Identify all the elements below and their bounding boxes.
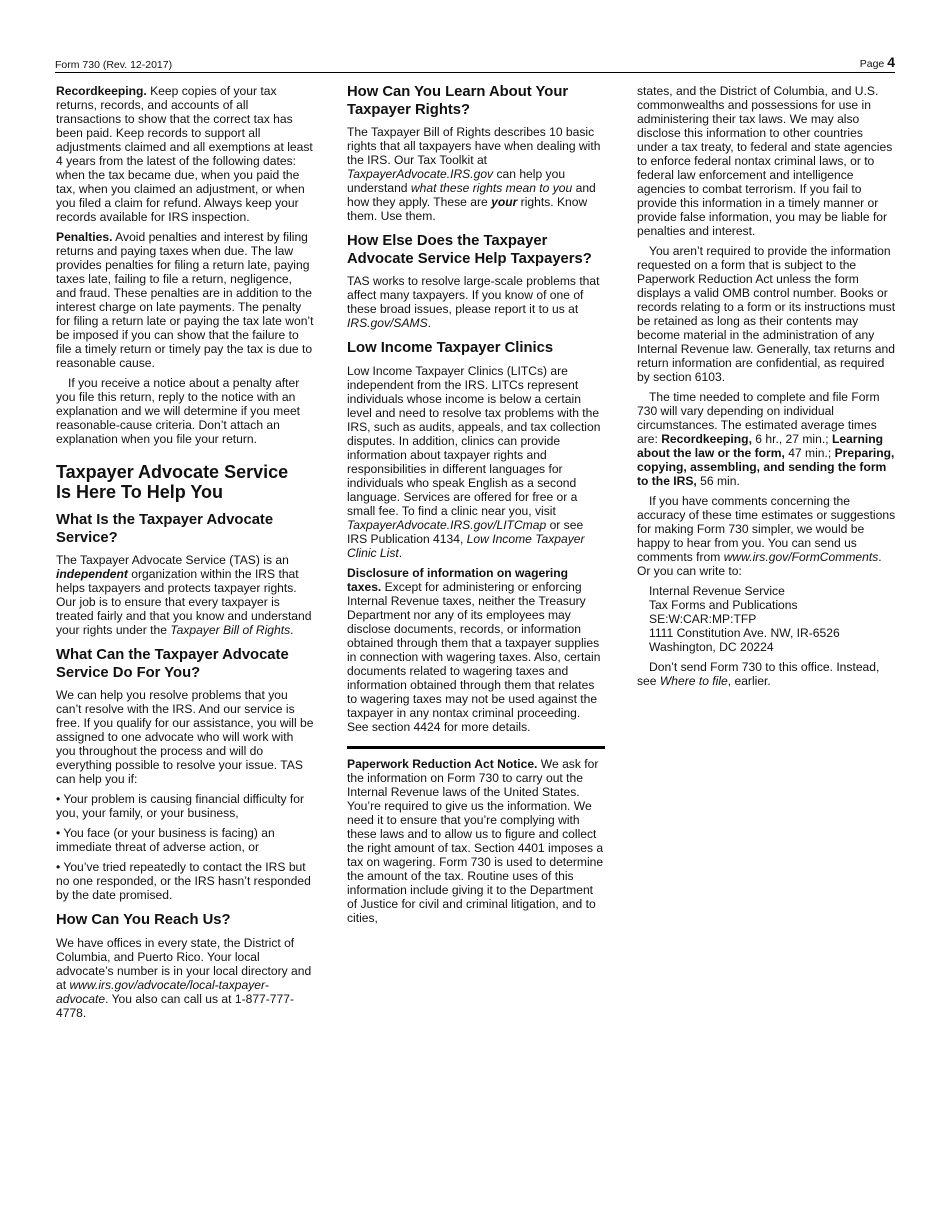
tas-section-title: Taxpayer Advocate Service Is Here To Help You (56, 462, 289, 502)
column-middle (347, 84, 605, 931)
page-number (860, 55, 895, 71)
paperwork-notice-paragraph: Paperwork Reduction Act Notice. We ask for the information on Form 730 to carry out the Internal Revenue laws of the United States. You’re required to give us the information. We need it to ensure that you’re complying with these laws and to allow us to figure and collect the right amount of tax. Section 4401 imposes a tax on wagering. Form 730 is used to determine the amount of the tax. Routine uses of this information include giving it to the Department of Justice for civil and criminal litigation, and to cities, (347, 756, 604, 925)
section-divider (347, 746, 605, 749)
page-header (55, 54, 895, 73)
reach-us-paragraph: We have offices in every state, the District of Columbia, and Puerto Rico. Your local advocate’s number is in your local directory and at www.irs.gov/advocate/local-taxpayer-advocate. You also can call us at 1-877-777-4778. (56, 935, 312, 1020)
list-item: • Your problem is causing financial difficulty for you, your family, or your business, (56, 792, 305, 820)
time-estimate-paragraph: The time needed to complete and file Form 730 will vary depending on individual circumstances. The estimated average times are: Recordkeeping, 6 hr., 27 min.; Learning about the law or the form, 47 min.; Preparing, copying, assembling, and sending the form to the IRS, 56 min. (637, 390, 895, 488)
comments-paragraph: If you have comments concerning the accuracy of these time estimates or suggestions for making Form 730 simpler, we would be happy to hear from you. You can send us comments from www.irs.gov/FormComments. Or you can write to: (637, 494, 896, 578)
litc-heading: Low Income Taxpayer Clinics (347, 340, 554, 356)
mailing-address: Internal Revenue Service Tax Forms and Publications SE:W:CAR:MP:TFP 1111 Constitution Ave. NW, IR-6526 Washington, DC 20224 (649, 584, 840, 654)
penalties-paragraph: Penalties. Avoid penalties and interest by filing returns and paying taxes when due. The law provides penalties for filing a return late, paying taxes late, failing to file a return, negligence, and fraud. These penalties are in addition to the interest charge on late payments. The penalty for filing a return late or paying the tax late won’t be imposed if you can show that the failure to file a timely return or timely pay the tax is due to reasonable cause. (56, 230, 314, 370)
learn-rights-paragraph: The Taxpayer Bill of Rights describes 10 basic rights that all taxpayers have when dealing with the IRS. Our Tax Toolkit at TaxpayerAdvocate.IRS.gov can help you understand what these rights mean to you and how they apply. These are your rights. Know them. Use them. (347, 125, 601, 223)
reach-us-heading: How Can You Reach Us? (56, 912, 231, 928)
what-can-tas-do-heading: What Can the Taxpayer Advocate Service Do For You? (56, 647, 289, 681)
dont-send-paragraph: Don’t send Form 730 to this office. Instead, see Where to file, earlier. (637, 660, 880, 688)
omb-paragraph: You aren’t required to provide the information requested on a form that is subject to the Paperwork Reduction Act unless the form displays a valid OMB control number. Books or records relating to a form or its instructions must be retained as long as their contents may become material in the administration of any Internal Revenue law. Generally, tax returns and return information are confidential, as required by section 6103. (637, 244, 896, 384)
column-left (56, 84, 314, 1026)
notice-paragraph: If you receive a notice about a penalty after you file this return, reply to the notice with an explanation and we will determine if you meet reasonable-cause criteria. Don’t attach an explanation when you file your return. (56, 376, 301, 446)
what-is-tas-heading: What Is the Taxpayer Advocate Service? (56, 512, 274, 546)
page-number-value: 4 (887, 54, 895, 70)
list-item: • You face (or your business is facing) an immediate threat of adverse action, or (56, 826, 275, 854)
how-else-paragraph: TAS works to resolve large-scale problems that affect many taxpayers. If you know of one of these broad issues, please report it to us at IRS.gov/SAMS. (347, 274, 600, 330)
column-right (637, 84, 897, 694)
wagering-disclosure-paragraph: Disclosure of information on wagering taxes. Except for administering or enforcing Internal Revenue taxes, neither the Treasury Department nor any of its employees may disclose documents, records, or information obtained through them that a taxpayer supplies in connection with wagering taxes. Also, certain documents related to wagering taxes and information obtained through them that relates to wagering taxes may not be used against the taxpayer in any nontax criminal proceeding. See section 4424 for more details. (347, 565, 601, 734)
learn-rights-heading: How Can You Learn About Your Taxpayer Rights? (347, 84, 569, 118)
what-can-tas-do-paragraph: We can help you resolve problems that you can’t resolve with the IRS. And our service is free. If you qualify for our assistance, you will be assigned to one advocate who will work with you throughout the process and will do everything possible to resolve your issue. TAS can help you if: (56, 688, 314, 786)
litc-paragraph: Low Income Taxpayer Clinics (LITCs) are independent from the IRS. LITCs represent individuals whose income is below a certain level and need to resolve tax problems with the IRS, such as audits, appeals, and tax collection disputes. In addition, clinics can provide information about taxpayer rights and responsibilities in different languages for individuals who speak English as a second language. Services are offered for free or a small fee. To find a clinic near you, visit TaxpayerAdvocate.IRS.gov/LITCmap or see IRS Publication 4134, Low Income Taxpayer Clinic List. (347, 363, 601, 560)
form-revision-label: Form 730 (Rev. 12-2017) (55, 59, 173, 71)
what-is-tas-paragraph: The Taxpayer Advocate Service (TAS) is an independent organization within the IRS that helps taxpayers and protects taxpayer rights. Our job is to ensure that every taxpayer is treated fairly and that you know and understand your rights under the Taxpayer Bill of Rights. (56, 553, 312, 637)
page-word: Page (859, 58, 885, 70)
how-else-heading: How Else Does the Taxpayer Advocate Service Help Taxpayers? (347, 233, 592, 267)
recordkeeping-paragraph: Recordkeeping. Keep copies of your tax returns, records, and accounts of all transactions to show that the correct tax has been paid. Keep records to support all adjustments claimed and all exemptions at least 4 years from the latest of the following dates: when the tax became due, when you paid the tax, when you claimed an adjustment, or when you filed a claim for refund. Always keep your records available for IRS inspection. (56, 84, 313, 224)
list-item: • You’ve tried repeatedly to contact the IRS but no one responded, or the IRS hasn’t responded by the date promised. (56, 860, 311, 902)
paperwork-continued-paragraph: states, and the District of Columbia, and U.S. commonwealths and possessions for use in administering their tax laws. We may also disclose this information to other countries under a tax treaty, to federal and state agencies to enforce federal nontax criminal laws, or to federal law enforcement and intelligence agencies to combat terrorism. If you fail to provide this information in a timely manner or provide false information, you may be liable for penalties and interest. (637, 84, 893, 238)
